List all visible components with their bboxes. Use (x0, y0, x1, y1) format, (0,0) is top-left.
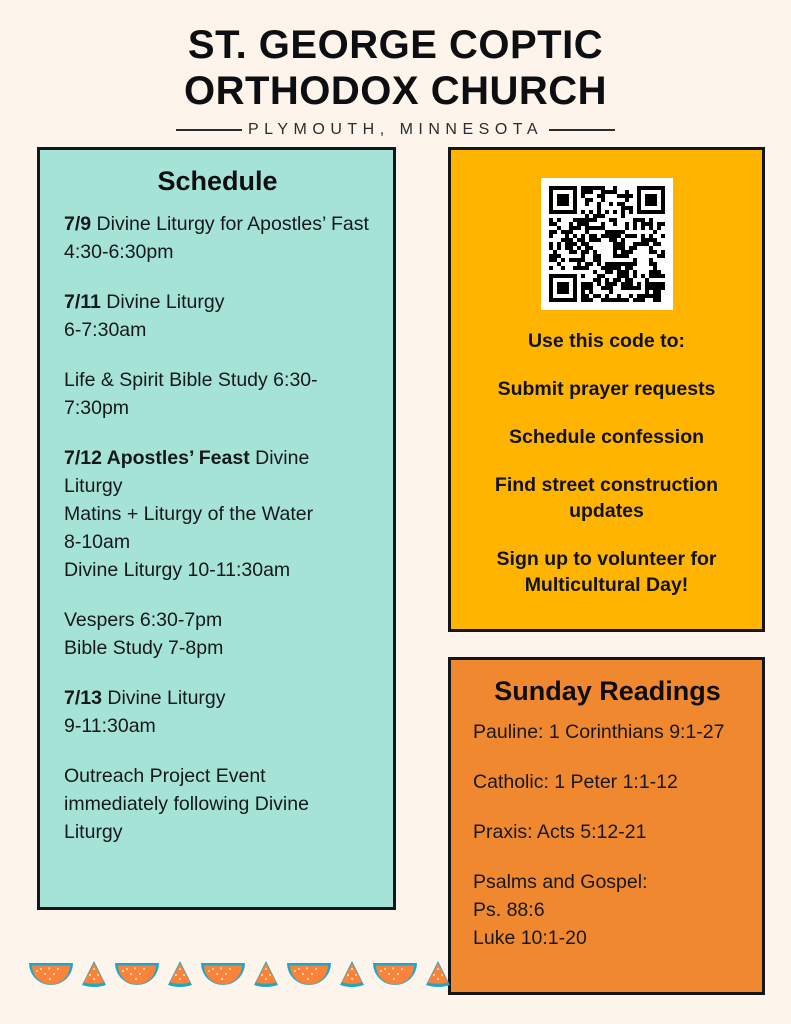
schedule-entry-date: 7/9 (64, 213, 92, 235)
watermelon-slice (424, 960, 452, 990)
schedule-entry-date: 7/11 (64, 291, 101, 313)
rule-left-icon (176, 129, 242, 131)
watermelon-slice (80, 960, 108, 990)
schedule-entry (64, 762, 371, 846)
schedule-entry-text: Divine Liturgy Matins + Liturgy of the Water 8-10am Divine Liturgy 10-11:30am (64, 447, 314, 581)
qr-action-item: Find street construction updates (494, 474, 719, 522)
qr-action-item: Sign up to volunteer for Multicultural Day! (496, 548, 717, 596)
page-header (0, 0, 791, 139)
church-name-line-1: ST. GEORGE COPTIC (187, 23, 604, 67)
readings-title: Sunday Readings (494, 676, 721, 706)
rule-right-icon (549, 129, 615, 131)
schedule-panel (37, 147, 396, 910)
schedule-entry-date: 7/13 (64, 687, 102, 709)
reading-item: Psalms and Gospel: Ps. 88:6 Luke 10:1-20 (473, 871, 648, 949)
qr-heading: Use this code to: (527, 330, 686, 352)
watermelon-slice (252, 960, 280, 990)
schedule-entry (64, 606, 371, 662)
schedule-title: Schedule (157, 166, 278, 196)
qr-code-icon[interactable] (541, 178, 673, 310)
watermelon-slice (166, 960, 194, 990)
schedule-entry-text: Outreach Project Event immediately following Divine Liturgy (64, 765, 309, 843)
qr-action-item: Submit prayer requests (497, 378, 716, 400)
reading-item: Praxis: Acts 5:12-21 (473, 821, 647, 843)
schedule-entry-list (64, 210, 371, 846)
schedule-entry-date: 7/12 Apostles’ Feast (64, 447, 250, 469)
qr-action-item: Schedule confession (508, 426, 705, 448)
schedule-entry (64, 288, 371, 344)
watermelon-slice (28, 960, 74, 990)
watermelon-slice (114, 960, 160, 990)
watermelon-slice (372, 960, 418, 990)
schedule-entry (64, 366, 371, 422)
schedule-entry-text: Divine Liturgy 9-11:30am (64, 687, 226, 737)
sunday-readings-panel (448, 657, 765, 995)
watermelon-slice (200, 960, 246, 990)
schedule-entry (64, 444, 371, 584)
schedule-entry-text: Life & Spirit Bible Study 6:30-7:30pm (64, 369, 318, 419)
location-text: PLYMOUTH, MINNESOTA (247, 121, 544, 138)
reading-item: Pauline: 1 Corinthians 9:1-27 (473, 721, 725, 743)
watermelon-slice (338, 960, 366, 990)
readings-list (473, 718, 742, 952)
schedule-entry-text: Divine Liturgy 6-7:30am (64, 291, 225, 341)
qr-code-panel (448, 147, 765, 632)
schedule-entry (64, 210, 371, 266)
qr-action-list (473, 376, 740, 598)
watermelon-slice (286, 960, 332, 990)
schedule-entry-text: Divine Liturgy for Apostles’ Fast 4:30-6:30pm (64, 213, 369, 263)
church-name-line-2: ORTHODOX CHURCH (183, 69, 608, 113)
location-subtitle (0, 121, 791, 139)
watermelon-decoration-row (28, 938, 428, 990)
schedule-entry (64, 684, 371, 740)
schedule-entry-text: Vespers 6:30-7pm Bible Study 7-8pm (64, 609, 224, 659)
reading-item: Catholic: 1 Peter 1:1-12 (473, 771, 678, 793)
